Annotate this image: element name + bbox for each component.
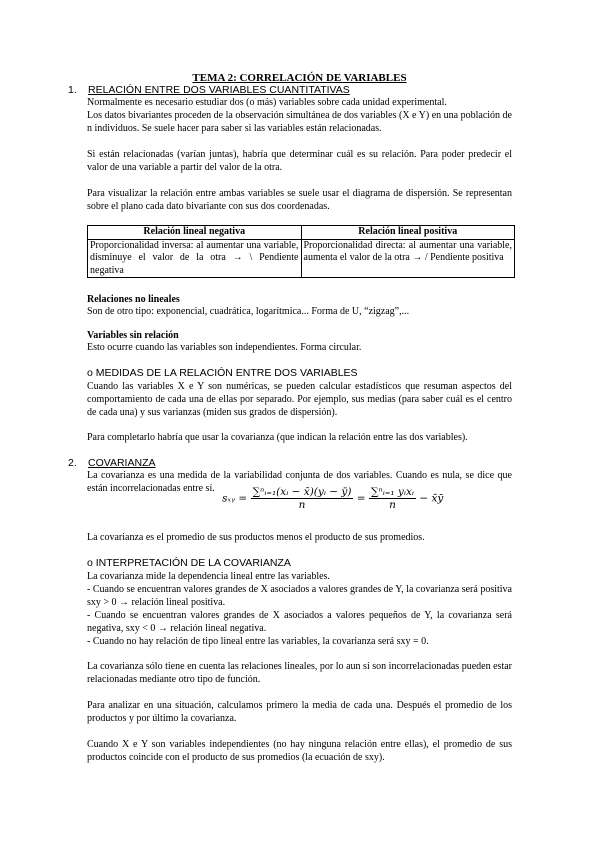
paragraph: La covarianza mide la dependencia lineal entre las variables.: [87, 571, 330, 582]
section-title: COVARIANZA: [88, 457, 156, 469]
paragraph: Para completarlo habría que usar la covarianza (que indican la relación entre las dos variables).: [87, 432, 468, 443]
paragraph: Esto ocurre cuando las variables son independientes. Forma circular.: [87, 342, 362, 353]
relation-table: [87, 225, 515, 278]
measures-heading: o MEDIDAS DE LA RELACIÓN ENTRE DOS VARIABLES: [87, 367, 358, 379]
paragraph: Normalmente es necesario estudiar dos (o más) variables sobre cada unidad experimental.: [87, 97, 447, 108]
document-title: TEMA 2: CORRELACIÓN DE VARIABLES: [192, 72, 407, 84]
formula-fraction: [251, 486, 354, 511]
formula-denominator: n: [298, 499, 306, 511]
paragraph: Cuando X e Y son variables independientes (no hay ninguna relación entre ellas), el promedio de sus productos coincide con el producto de sus promedios (la ecuación de sxy).: [87, 739, 512, 763]
paragraph: - Cuando se encuentran valores grandes de X asociados a valores grandes de Y, la covarianza será positiva sxy > 0 → relación lineal positiva.: [87, 584, 512, 608]
paragraph: Para visualizar la relación entre ambas variables se suele usar el diagrama de dispersión. Se representan sobre el plano cada dato bivariante con sus dos coordenadas.: [87, 188, 512, 212]
formula-numerator: ∑ⁿᵢ₌₁ yᵢxᵢ: [370, 486, 414, 498]
section-number: 1.: [68, 84, 77, 96]
covariance-formula: [222, 486, 443, 511]
table-cell: Proporcionalidad inversa: al aumentar una variable, disminuye el valor de la otra → \ Pendiente negativa: [88, 239, 302, 278]
paragraph: Para analizar en una situación, calculamos primero la media de cada una. Después el promedio de los productos y por último la covarianza.: [87, 700, 512, 724]
paragraph: - Cuando se encuentran valores grandes de X asociados a valores pequeños de Y, la covarianza será negativa, sxy < 0 → relación lineal negativa.: [87, 610, 512, 634]
interpretation-heading: o INTERPRETACIÓN DE LA COVARIANZA: [87, 557, 291, 569]
formula-equals: =: [356, 492, 366, 505]
paragraph: La covarianza es el promedio de sus productos menos el producto de sus promedios.: [87, 532, 425, 543]
paragraph: Los datos bivariantes proceden de la observación simultánea de dos variables (X e Y) en una población de n individuos. Se suele hacer para saber si las variables están relacionadas.: [87, 110, 512, 134]
paragraph: Si están relacionadas (varían juntas), habría que determinar cuál es su relación. Para poder predecir el valor de una variable a partir del valor de la otra.: [87, 149, 512, 173]
formula-denominator: n: [389, 499, 396, 511]
formula-lhs: sₓᵧ =: [222, 492, 248, 505]
section-title: RELACIÓN ENTRE DOS VARIABLES CUANTITATIVAS: [88, 84, 350, 96]
formula-numerator: ∑ⁿᵢ₌₁(xᵢ − x̄)(yᵢ − ȳ): [252, 486, 352, 498]
table-header: Relación lineal negativa: [88, 226, 302, 240]
paragraph: La covarianza es una medida de la variabilidad conjunta de dos variables. Cuando es nula, se dice que están incorrelacionadas entre sí.: [87, 470, 512, 494]
section-number: 2.: [68, 457, 77, 469]
table-cell: Proporcionalidad directa: al aumentar una variable, aumenta el valor de la otra → / Pendiente positiva: [301, 239, 515, 278]
paragraph: Son de otro tipo: exponencial, cuadrática, logarítmica... Forma de U, “zigzag”,...: [87, 306, 410, 317]
paragraph: - Cuando no hay relación de tipo lineal entre las variables, la covarianza será sxy = 0.: [87, 636, 429, 647]
formula-tail: − x̄ȳ: [419, 492, 444, 505]
table-header: Relación lineal positiva: [301, 226, 515, 240]
paragraph: La covarianza sólo tiene en cuenta las relaciones lineales, por lo aun si son incorrelacionadas pueden estar relacionadas mediante otro tipo de función.: [87, 661, 512, 685]
subheading: Variables sin relación: [87, 330, 179, 341]
paragraph: Cuando las variables X e Y son numéricas, se pueden calcular estadísticos que resuman aspectos del comportamiento de cada una de ellas por separado. Por ejemplo, sus medias (para saber cuál es el centro de cada una) y sus varianzas (miden sus grados de dispersión).: [87, 381, 512, 418]
formula-fraction: [369, 486, 416, 511]
subheading: Relaciones no lineales: [87, 294, 180, 305]
